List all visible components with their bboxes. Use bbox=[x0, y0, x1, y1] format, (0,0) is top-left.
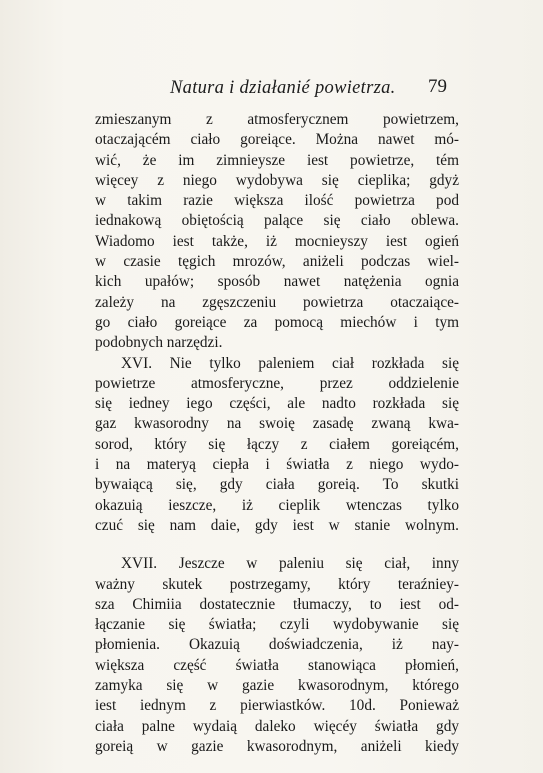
text-line: czuć się nam daie, gdy iest w stanie wolnym. bbox=[95, 516, 459, 534]
paragraph-1 bbox=[95, 110, 459, 354]
text-line: bywaiącą się, gdy ciała goreią. To skutki bbox=[95, 476, 459, 494]
text-line: się iedney iego części, ale nadto rozkłada się bbox=[95, 395, 459, 413]
text-line: zamyka się w gazie kwasorodnym, którego bbox=[95, 677, 459, 695]
text-line: więcey z niego wydobywa się cieplika; gdyż bbox=[95, 171, 459, 189]
text-line: iednakową obiętością palące się ciało oblewa. bbox=[95, 212, 459, 230]
text-line: goreią w gazie kwasorodnym, aniżeli kiedy bbox=[95, 737, 459, 755]
text-line: otaczającém ciało goreiące. Można nawet mó- bbox=[95, 131, 459, 149]
text-line: okazuią ieszcze, iż cieplik wtenczas tylko bbox=[95, 496, 459, 514]
page-number: 79 bbox=[428, 76, 447, 97]
section-heading-line: XVII. Jeszcze w paleniu się ciał, inny bbox=[121, 555, 459, 573]
text-line: ciała palne wydaią daleko więcéy światła gdy bbox=[95, 717, 459, 735]
running-title: Natura i działanié powietrza. bbox=[170, 78, 396, 98]
text-line: zależy na zgęszczeniu powietrza otaczaiące- bbox=[95, 293, 459, 311]
text-line: powietrze atmosferyczne, przez oddzielenie bbox=[95, 374, 459, 392]
text-line: zmieszanym z atmosferycznem powietrzem, bbox=[95, 111, 459, 128]
paragraph-xvi bbox=[95, 354, 459, 537]
text-line: płomienia. Okazuią doświadczenia, iż nay- bbox=[95, 636, 459, 654]
text-line: sorod, który się łączy z ciałem goreiącém, bbox=[95, 435, 459, 453]
text-line: go ciało goreiące za pomocą miechów i tym bbox=[95, 313, 459, 331]
text-line: wić, że im zimnieysze iest powietrze, tém bbox=[95, 151, 459, 169]
text-line: większa część światła stanowiąca płomień, bbox=[95, 656, 459, 674]
text-line: łączanie się światła; czyli wydobywanie się bbox=[95, 616, 459, 634]
text-line: w takim razie większa ilość powietrza pod bbox=[95, 192, 459, 210]
running-head bbox=[0, 78, 543, 104]
text-line: i na materyą ciepła i światła z niego wydo- bbox=[95, 456, 459, 474]
text-line: podobnych narzędzi. bbox=[95, 334, 223, 352]
paragraph-xvii bbox=[95, 554, 459, 757]
section-heading-line: XVI. Nie tylko paleniem ciał rozkłada się bbox=[121, 354, 459, 372]
text-line: sza Chimiia dostatecznie tłumaczy, to iest od- bbox=[95, 595, 459, 613]
text-line: w czasie tęgich mrozów, aniżeli podczas wiel- bbox=[95, 253, 459, 271]
text-line: gaz kwasorodny na swoię zasadę zwaną kwa- bbox=[95, 415, 459, 433]
paragraph-gap bbox=[95, 536, 459, 554]
text-line: kich upałów; sposób nawet natężenia ognia bbox=[95, 273, 459, 291]
text-line: Wiadomo iest także, iż mocnieyszy iest ogień bbox=[95, 232, 459, 250]
text-block bbox=[95, 110, 459, 757]
text-line: ważny skutek postrzegamy, który teraźniey- bbox=[95, 575, 459, 593]
text-line: iest iednym z pierwiastków. 10d. Ponieważ bbox=[95, 697, 459, 715]
